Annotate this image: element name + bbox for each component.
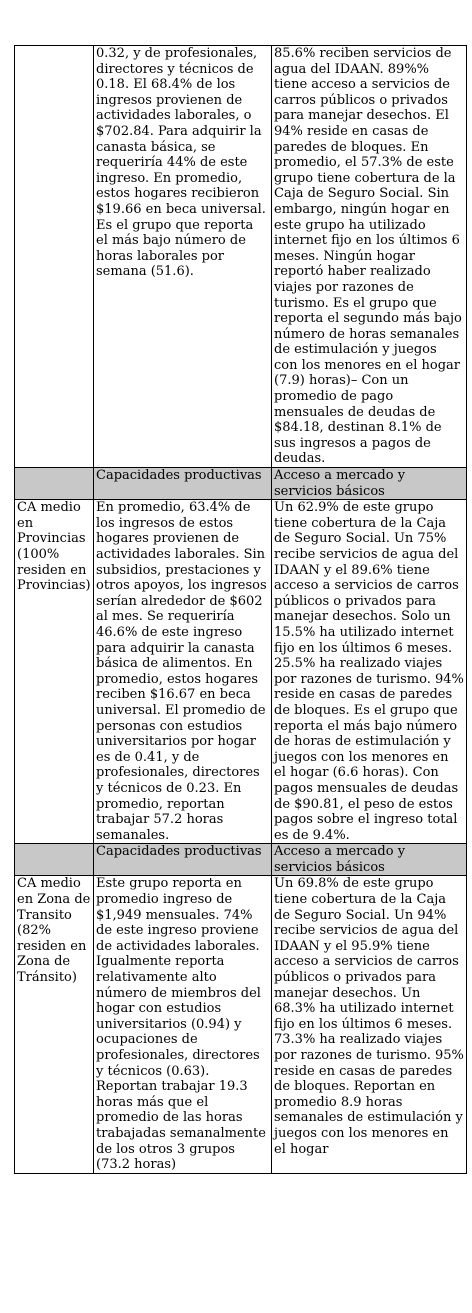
section-header-row xyxy=(15,844,467,876)
table-row xyxy=(15,46,467,468)
table-row xyxy=(15,500,467,844)
header-empty-cell xyxy=(15,468,94,500)
productive-capacities-cell: 0.32, y de profesionales, directores y técnicos de 0.18. El 68.4% de los ingresos provienen de actividades laborales, o $702.84. Para adquirir la canasta básica, se requeriría 44% de este ingreso. En promedio, estos hogares recibieron $19.66 en beca universal. Es el grupo que reporta el más bajo número de horas laborales por semana (51.6). xyxy=(94,46,272,468)
productive-capacities-cell: Este grupo reporta en promedio ingreso de $1,949 mensuales. 74% de este ingreso proviene de actividades laborales. Igualmente reporta relativamente alto número de miembros del hogar con estudios universitarios (0.94) y ocupaciones de profesionales, directores y técnicos (0.63). Reportan trabajar 19.3 horas más que el promedio de las horas trabajadas semanalmente de los otros 3 grupos (73.2 horas) xyxy=(94,876,272,1173)
header-productive-capacities: Capacidades productivas xyxy=(94,844,272,876)
header-productive-capacities: Capacidades productivas xyxy=(94,468,272,500)
header-empty-cell xyxy=(15,844,94,876)
section-header-row xyxy=(15,468,467,500)
group-label-cell: CA medio en Zona de Transito (82% residen en Zona de Tránsito) xyxy=(15,876,94,1173)
header-market-access: Acceso a mercado y servicios básicos xyxy=(272,844,467,876)
header-market-access: Acceso a mercado y servicios básicos xyxy=(272,468,467,500)
table-row xyxy=(15,876,467,1173)
market-access-cell: Un 69.8% de este grupo tiene cobertura de la Caja de Seguro Social. Un 94% recibe servicios de agua del IDAAN y el 95.9% tiene acceso a servicios de carros públicos o privados para manejar desechos. Un 68.3% ha utilizado internet fijo en los últimos 6 meses. 73.3% ha realizado viajes por razones de turismo. 95% reside en casas de paredes de bloques. Reportan en promedio 8.9 horas semanales de estimulación y juegos con los menores en el hogar xyxy=(272,876,467,1173)
market-access-cell: 85.6% reciben servicios de agua del IDAAN. 89%% tiene acceso a servicios de carros públicos o privados para manejar desechos. El 94% reside en casas de paredes de bloques. En promedio, el 57.3% de este grupo tiene cobertura de la Caja de Seguro Social. Sin embargo, ningún hogar en este grupo ha utilizado internet fijo en los últimos 6 meses. Ningún hogar reportó haber realizado viajes por razones de turismo. Es el grupo que reporta el segundo más bajo número de horas semanales de estimulación y juegos con los menores en el hogar (7.9) horas)– Con un promedio de pago mensuales de deudas de $84.18, destinan 8.1% de sus ingresos a pagos de deudas. xyxy=(272,46,467,468)
household-groups-table xyxy=(14,45,467,1174)
productive-capacities-cell: En promedio, 63.4% de los ingresos de estos hogares provienen de actividades laborales. Sin subsidios, prestaciones y otros apoyos, los ingresos serían alrededor de $602 al mes. Se requeriría 46.6% de este ingreso para adquirir la canasta básica de alimentos. En promedio, estos hogares reciben $16.67 en beca universal. El promedio de personas con estudios universitarios por hogar es de 0.41, y de profesionales, directores y técnicos de 0.23. En promedio, reportan trabajar 57.2 horas semanales. xyxy=(94,500,272,844)
group-label-cell xyxy=(15,46,94,468)
group-label-cell: CA medio en Provincias (100% residen en Provincias) xyxy=(15,500,94,844)
market-access-cell: Un 62.9% de este grupo tiene cobertura de la Caja de Seguro Social. Un 75% recibe servicios de agua del IDAAN y el 89.6% tiene acceso a servicios de carros públicos o privados para manejar desechos. Solo un 15.5% ha utilizado internet fijo en los últimos 6 meses. 25.5% ha realizado viajes por razones de turismo. 94% reside en casas de paredes de bloques. Es el grupo que reporta el más bajo número de horas de estimulación y juegos con los menores en el hogar (6.6 horas). Con pagos mensuales de deudas de $90.81, el peso de estos pagos sobre el ingreso total es de 9.4%. xyxy=(272,500,467,844)
